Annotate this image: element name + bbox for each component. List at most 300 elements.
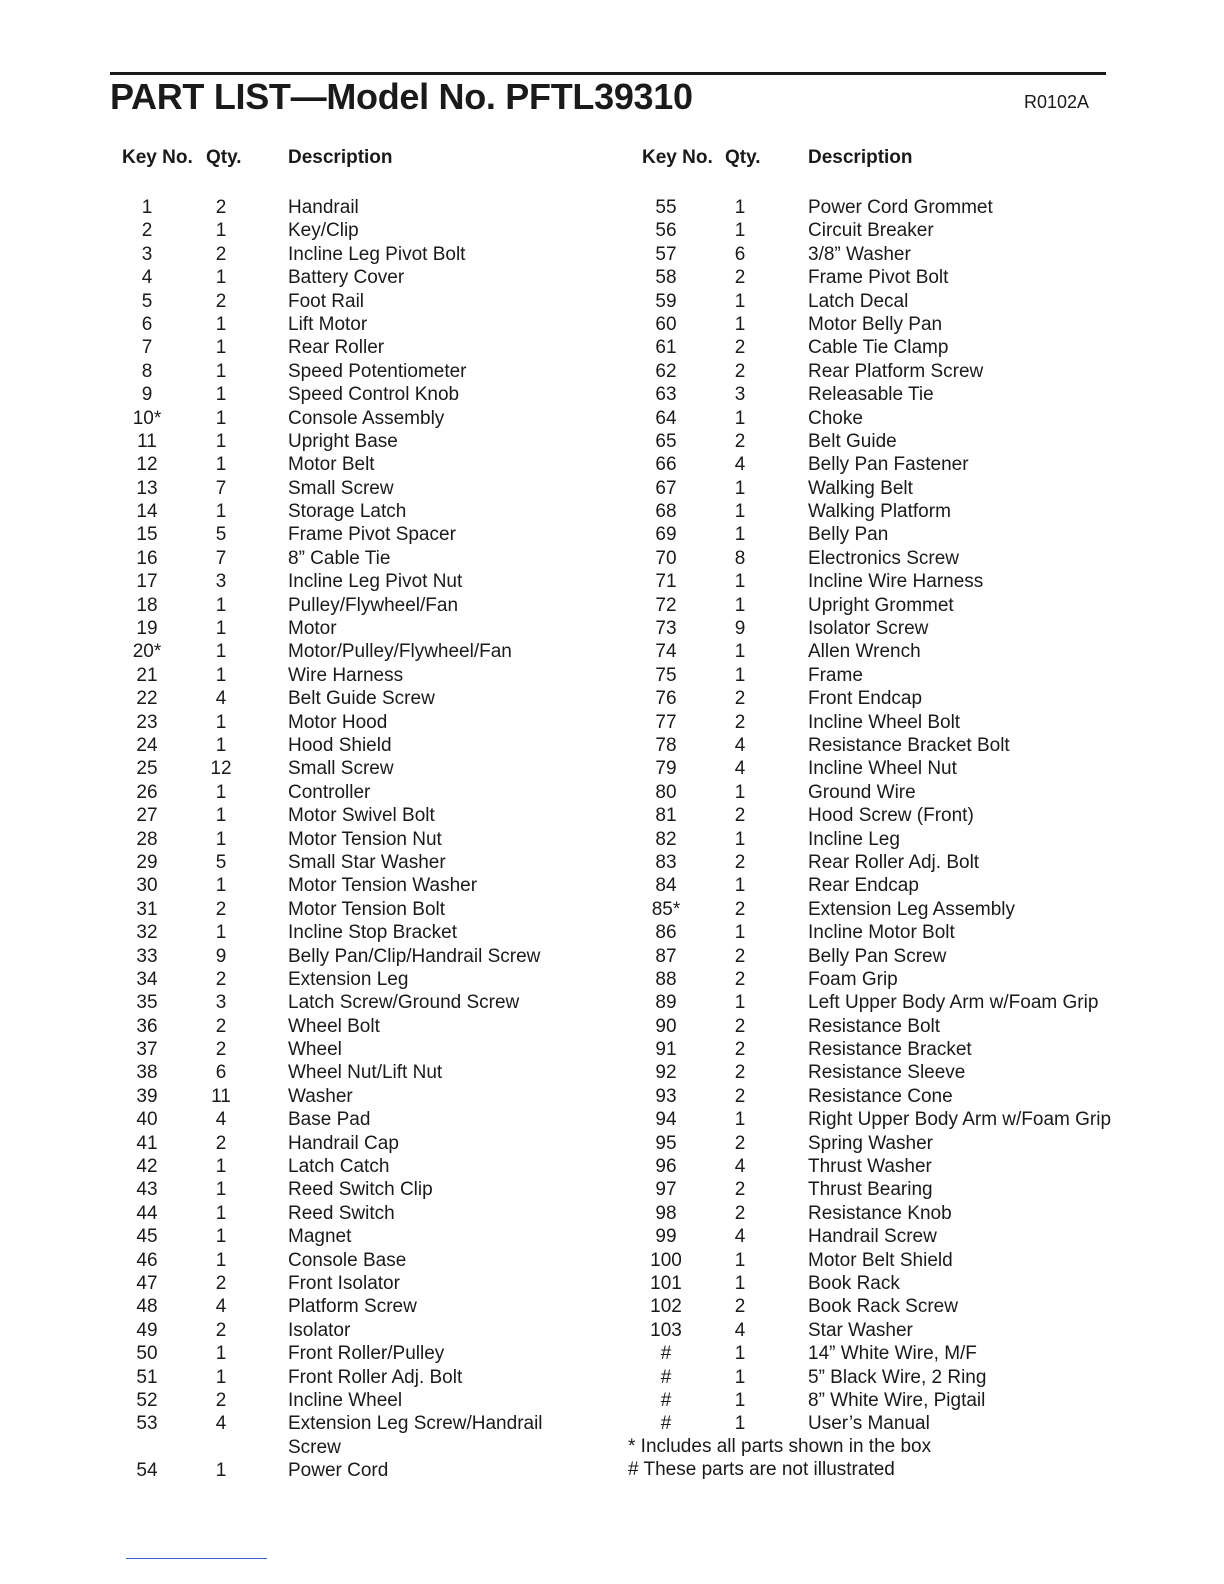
part-key-no: 87	[655, 945, 677, 967]
part-row	[600, 734, 1224, 757]
revision-code: R0102A	[1024, 92, 1090, 112]
part-qty: 2	[215, 1389, 227, 1411]
part-description: Thrust Bearing	[808, 1179, 933, 1201]
part-row	[0, 945, 600, 968]
part-description: Reed Switch Clip	[288, 1179, 433, 1201]
part-qty: 1	[215, 384, 227, 406]
part-key-no: 72	[655, 594, 677, 616]
part-key-no: 26	[136, 781, 158, 803]
part-description: Front Endcap	[808, 688, 923, 710]
part-description: Motor Hood	[288, 711, 388, 733]
part-row	[0, 1202, 600, 1225]
part-row	[600, 360, 1224, 383]
part-row	[0, 1342, 600, 1365]
part-row	[0, 1061, 600, 1084]
part-key-no: 48	[136, 1296, 158, 1318]
part-row	[600, 781, 1224, 804]
part-row	[600, 523, 1224, 546]
part-description: Incline Stop Bracket	[288, 922, 457, 944]
part-qty: 1	[734, 1366, 746, 1388]
part-qty: 2	[215, 898, 227, 920]
part-key-no: 36	[136, 1015, 158, 1037]
part-description: Upright Grommet	[808, 594, 954, 616]
part-description: Incline Leg	[808, 828, 900, 850]
part-qty: 1	[734, 641, 746, 663]
part-description: Rear Roller Adj. Bolt	[808, 851, 980, 873]
part-description: Rear Roller	[288, 337, 385, 359]
part-key-no: 50	[136, 1343, 158, 1365]
part-row	[0, 1225, 600, 1248]
part-description: Magnet	[288, 1226, 352, 1248]
part-description: Power Cord Grommet	[808, 197, 993, 218]
part-row	[0, 1249, 600, 1272]
part-qty: 1	[215, 641, 227, 663]
part-qty: 2	[734, 898, 746, 920]
part-description: Pulley/Flywheel/Fan	[288, 594, 459, 616]
part-description: 14” White Wire, M/F	[808, 1343, 977, 1365]
part-description: Console Base	[288, 1249, 407, 1271]
part-row	[0, 1015, 600, 1038]
part-description: Frame	[808, 664, 863, 686]
part-row	[600, 1319, 1224, 1342]
part-qty: 2	[734, 1062, 746, 1084]
part-qty: 1	[215, 360, 227, 382]
part-key-no: 76	[655, 688, 677, 710]
part-row	[600, 1295, 1224, 1318]
part-qty: 1	[215, 734, 227, 756]
part-row	[0, 757, 600, 780]
part-description: Belly Pan	[808, 524, 889, 546]
part-qty: 5	[215, 851, 227, 873]
part-row	[0, 804, 600, 827]
part-key-no: 56	[655, 220, 677, 242]
part-key-no: 14	[136, 501, 158, 523]
left-header-key-no: Key No.	[122, 147, 193, 168]
part-qty: 1	[734, 875, 746, 897]
part-qty: 2	[215, 1039, 227, 1061]
part-key-no: 63	[655, 384, 677, 406]
part-key-no: 32	[136, 922, 158, 944]
part-qty: 2	[215, 968, 227, 990]
part-description: Resistance Bracket	[808, 1039, 972, 1061]
part-qty: 1	[215, 875, 227, 897]
part-row	[0, 734, 600, 757]
part-description: Foam Grip	[808, 968, 898, 990]
part-row	[0, 430, 600, 453]
part-description: Key/Clip	[288, 220, 359, 242]
part-description: Choke	[808, 407, 863, 429]
part-description: Electronics Screw	[808, 547, 959, 569]
part-key-no: 34	[136, 968, 158, 990]
part-key-no: 69	[655, 524, 677, 546]
part-qty: 3	[734, 384, 746, 406]
right-header-qty: Qty.	[725, 147, 761, 168]
part-row	[0, 781, 600, 804]
part-description: Cable Tie Clamp	[808, 337, 949, 359]
part-qty: 1	[215, 1156, 227, 1178]
part-description: Spring Washer	[808, 1132, 933, 1154]
part-description: Isolator	[288, 1319, 351, 1341]
part-key-no: 53	[136, 1413, 158, 1435]
part-qty: 1	[734, 524, 746, 546]
part-key-no: 80	[655, 781, 677, 803]
part-row	[600, 243, 1224, 266]
part-description: Motor Belly Pan	[808, 313, 943, 335]
part-qty: 1	[734, 290, 746, 312]
part-qty: 1	[215, 1249, 227, 1271]
part-row	[600, 500, 1224, 523]
part-row	[600, 617, 1224, 640]
part-key-no: 22	[136, 688, 158, 710]
part-qty: 8	[734, 547, 746, 569]
part-key-no: 39	[136, 1085, 158, 1107]
part-key-no: 52	[136, 1389, 158, 1411]
part-description: Handrail Cap	[288, 1132, 399, 1154]
part-qty: 1	[215, 454, 227, 476]
part-key-no: 18	[136, 594, 158, 616]
part-qty: 1	[215, 337, 227, 359]
part-qty: 1	[215, 664, 227, 686]
part-qty: 6	[734, 243, 746, 265]
part-description: Motor Belt Shield	[808, 1249, 953, 1271]
part-qty: 4	[215, 1109, 227, 1131]
part-qty: 2	[734, 1179, 746, 1201]
part-qty: 1	[734, 220, 746, 242]
part-description: Walking Belt	[808, 477, 913, 499]
right-header-description: Description	[808, 147, 913, 168]
part-key-no: 86	[655, 922, 677, 944]
footnote-asterisk: * Includes all parts shown in the box	[628, 1436, 932, 1457]
left-header-description: Description	[288, 147, 393, 168]
part-key-no: 100	[650, 1249, 682, 1271]
part-description: Isolator Screw	[808, 618, 929, 640]
part-qty: 4	[215, 1296, 227, 1318]
part-key-no: 98	[655, 1202, 677, 1224]
part-row	[0, 851, 600, 874]
part-qty: 2	[215, 243, 227, 265]
part-description: Motor Tension Nut	[288, 828, 442, 850]
part-key-no: 59	[655, 290, 677, 312]
part-key-no: 15	[136, 524, 158, 546]
part-key-no: 16	[136, 547, 158, 569]
part-description: Latch Decal	[808, 290, 909, 312]
part-row	[0, 1319, 600, 1342]
part-row	[0, 266, 600, 289]
part-qty: 2	[734, 267, 746, 289]
part-description: Ground Wire	[808, 781, 916, 803]
part-description: Motor/Pulley/Flywheel/Fan	[288, 641, 512, 663]
part-key-no: 96	[655, 1156, 677, 1178]
part-key-no: 38	[136, 1062, 158, 1084]
part-description: Resistance Cone	[808, 1085, 953, 1107]
part-key-no: #	[660, 1366, 672, 1388]
part-description: Rear Platform Screw	[808, 360, 984, 382]
part-key-no: 103	[650, 1319, 682, 1341]
part-qty: 1	[215, 781, 227, 803]
part-key-no: 46	[136, 1249, 158, 1271]
part-qty: 2	[734, 1296, 746, 1318]
part-qty: 1	[215, 1343, 227, 1365]
part-row	[0, 453, 600, 476]
part-row	[0, 570, 600, 593]
part-row	[600, 383, 1224, 406]
part-row	[600, 898, 1224, 921]
part-key-no: 11	[137, 430, 157, 452]
part-qty: 11	[211, 1085, 231, 1107]
part-row	[600, 664, 1224, 687]
part-row	[600, 196, 1224, 219]
part-key-no: 25	[136, 758, 158, 780]
part-row	[600, 874, 1224, 897]
part-key-no: 33	[136, 945, 158, 967]
footnote-hash: # These parts are not illustrated	[628, 1459, 895, 1481]
part-row	[600, 1342, 1224, 1365]
part-description: Latch Screw/Ground Screw	[288, 992, 520, 1014]
part-description: Incline Wheel	[288, 1389, 403, 1411]
part-qty: 1	[734, 594, 746, 616]
part-qty: 2	[215, 1272, 227, 1294]
part-description: Foot Rail	[288, 290, 365, 312]
part-key-no: #	[660, 1343, 672, 1365]
part-description: Rear Endcap	[808, 875, 919, 897]
part-row	[600, 1132, 1224, 1155]
part-description: Washer	[288, 1085, 353, 1107]
part-description: Star Washer	[808, 1319, 913, 1341]
part-key-no: 62	[655, 360, 677, 382]
part-key-no: 13	[136, 477, 158, 499]
part-qty: 7	[215, 477, 227, 499]
part-row	[0, 243, 600, 266]
part-qty: 2	[734, 805, 746, 827]
part-row	[600, 1272, 1224, 1295]
part-row	[600, 430, 1224, 453]
part-description: Speed Potentiometer	[288, 360, 467, 382]
part-key-no: 4	[141, 267, 153, 289]
part-key-no: 19	[136, 618, 158, 640]
part-description: Motor Tension Washer	[288, 875, 478, 897]
part-qty: 4	[734, 758, 746, 780]
part-key-no: 12	[136, 454, 158, 476]
part-row	[0, 1272, 600, 1295]
part-description: Motor Belt	[288, 454, 375, 476]
part-qty: 4	[734, 454, 746, 476]
part-row	[600, 828, 1224, 851]
part-key-no: 101	[650, 1272, 682, 1294]
part-description: Wheel Nut/Lift Nut	[288, 1062, 443, 1084]
part-description: Resistance Sleeve	[808, 1062, 966, 1084]
part-qty: 3	[215, 571, 227, 593]
part-qty: 1	[215, 407, 227, 429]
part-description: Resistance Knob	[808, 1202, 952, 1224]
part-key-no: 43	[136, 1179, 158, 1201]
part-qty: 2	[734, 1015, 746, 1037]
part-description: Base Pad	[288, 1109, 371, 1131]
part-row	[0, 1085, 600, 1108]
part-description: Latch Catch	[288, 1156, 390, 1178]
part-row	[0, 313, 600, 336]
part-qty: 1	[215, 594, 227, 616]
part-row	[600, 336, 1224, 359]
part-qty: 1	[734, 477, 746, 499]
part-key-no: 9	[141, 384, 153, 406]
part-key-no: 73	[655, 618, 677, 640]
part-qty: 7	[215, 547, 227, 569]
part-row	[600, 921, 1224, 944]
part-row	[600, 407, 1224, 430]
part-qty: 1	[734, 313, 746, 335]
part-description: Handrail	[288, 197, 359, 218]
part-description: Belly Pan/Clip/Handrail Screw	[288, 945, 541, 967]
part-key-no: 85*	[651, 898, 681, 920]
part-key-no: 71	[655, 571, 677, 593]
part-row	[600, 991, 1224, 1014]
part-key-no: 24	[136, 734, 158, 756]
part-description: Book Rack	[808, 1272, 900, 1294]
part-description: Small Star Washer	[288, 851, 446, 873]
part-key-no: 82	[655, 828, 677, 850]
part-qty: 1	[215, 313, 227, 335]
part-key-no: 57	[655, 243, 677, 265]
part-description: Front Roller Adj. Bolt	[288, 1366, 463, 1388]
part-qty: 1	[215, 711, 227, 733]
part-description: Right Upper Body Arm w/Foam Grip	[808, 1109, 1112, 1131]
part-row	[0, 617, 600, 640]
part-row	[600, 1366, 1224, 1389]
part-key-no: 37	[136, 1039, 158, 1061]
part-description: Lift Motor	[288, 313, 368, 335]
part-row	[600, 640, 1224, 663]
part-description: Hood Screw (Front)	[808, 805, 974, 827]
part-qty: 1	[215, 430, 227, 452]
part-row	[600, 711, 1224, 734]
part-row	[0, 640, 600, 663]
part-key-no: 70	[655, 547, 677, 569]
part-row	[0, 921, 600, 944]
part-key-no: 74	[655, 641, 677, 663]
part-row	[0, 1038, 600, 1061]
part-row	[600, 266, 1224, 289]
part-key-no: 91	[655, 1039, 677, 1061]
part-qty: 9	[215, 945, 227, 967]
part-row	[600, 1061, 1224, 1084]
part-row	[600, 968, 1224, 991]
part-row	[0, 874, 600, 897]
part-row	[0, 196, 600, 219]
part-row	[600, 1249, 1224, 1272]
part-key-no: 61	[655, 337, 677, 359]
part-row	[0, 1295, 600, 1318]
part-qty: 1	[215, 618, 227, 640]
part-qty: 1	[215, 828, 227, 850]
part-description: Small Screw	[288, 758, 394, 780]
part-row	[0, 687, 600, 710]
part-key-no: 10*	[132, 407, 162, 429]
part-key-no: 81	[655, 805, 677, 827]
part-key-no: 6	[141, 313, 153, 335]
part-row	[0, 991, 600, 1014]
part-row	[600, 570, 1224, 593]
part-qty: 2	[734, 945, 746, 967]
part-description: Wheel Bolt	[288, 1015, 380, 1037]
bottom-link-rule	[126, 1558, 267, 1559]
part-qty: 4	[215, 1413, 227, 1435]
part-row	[600, 313, 1224, 336]
part-qty: 2	[215, 1132, 227, 1154]
part-qty: 1	[215, 220, 227, 242]
part-key-no: 84	[655, 875, 677, 897]
part-key-no: 20*	[132, 641, 162, 663]
part-description: Book Rack Screw	[808, 1296, 958, 1318]
part-description: Incline Wheel Bolt	[808, 711, 961, 733]
part-key-no: 8	[141, 360, 153, 382]
part-description: Releasable Tie	[808, 384, 934, 406]
part-key-no: 95	[655, 1132, 677, 1154]
part-qty: 2	[734, 711, 746, 733]
part-row	[600, 804, 1224, 827]
part-row	[0, 711, 600, 734]
part-description: Motor Tension Bolt	[288, 898, 446, 920]
part-qty: 4	[734, 1226, 746, 1248]
part-description: 3/8” Washer	[808, 243, 911, 265]
left-header-qty: Qty.	[206, 147, 242, 168]
part-key-no: 77	[655, 711, 677, 733]
part-qty: 1	[734, 571, 746, 593]
part-key-no: 35	[136, 992, 158, 1014]
part-key-no: 44	[136, 1202, 158, 1224]
part-qty: 1	[734, 1343, 746, 1365]
part-row	[600, 757, 1224, 780]
part-description: Console Assembly	[288, 407, 445, 429]
part-key-no: 49	[136, 1319, 158, 1341]
part-description: Left Upper Body Arm w/Foam Grip	[808, 992, 1099, 1014]
part-key-no: 17	[136, 571, 158, 593]
part-description: Screw	[288, 1436, 341, 1458]
part-qty: 4	[734, 1319, 746, 1341]
part-qty: 1	[734, 501, 746, 523]
part-description: Motor	[288, 618, 337, 640]
part-qty: 9	[734, 618, 746, 640]
part-row	[0, 1108, 600, 1131]
part-description: Front Roller/Pulley	[288, 1343, 445, 1365]
part-row	[600, 1202, 1224, 1225]
part-key-no: 54	[136, 1460, 158, 1482]
part-key-no: 42	[136, 1156, 158, 1178]
part-description: Handrail Screw	[808, 1226, 937, 1248]
part-key-no: 30	[136, 875, 158, 897]
part-row	[0, 1412, 600, 1435]
part-description: Belly Pan Fastener	[808, 454, 969, 476]
part-key-no: #	[660, 1413, 672, 1435]
part-qty: 1	[734, 1413, 746, 1435]
part-key-no: 5	[141, 290, 153, 312]
part-key-no: 2	[141, 220, 153, 242]
part-key-no: 40	[136, 1109, 158, 1131]
part-row	[600, 1038, 1224, 1061]
part-description: Incline Leg Pivot Nut	[288, 571, 463, 593]
part-description: Motor Swivel Bolt	[288, 805, 435, 827]
right-header-key-no: Key No.	[642, 147, 713, 168]
part-key-no: 64	[655, 407, 677, 429]
part-row	[0, 1389, 600, 1412]
part-key-no: 27	[136, 805, 158, 827]
part-qty: 1	[215, 1226, 227, 1248]
part-qty: 1	[215, 922, 227, 944]
part-description: Wheel	[288, 1039, 342, 1061]
part-qty: 4	[215, 688, 227, 710]
part-description: 8” Cable Tie	[288, 547, 391, 569]
right-parts-list	[600, 196, 1224, 1436]
part-row	[0, 219, 600, 242]
